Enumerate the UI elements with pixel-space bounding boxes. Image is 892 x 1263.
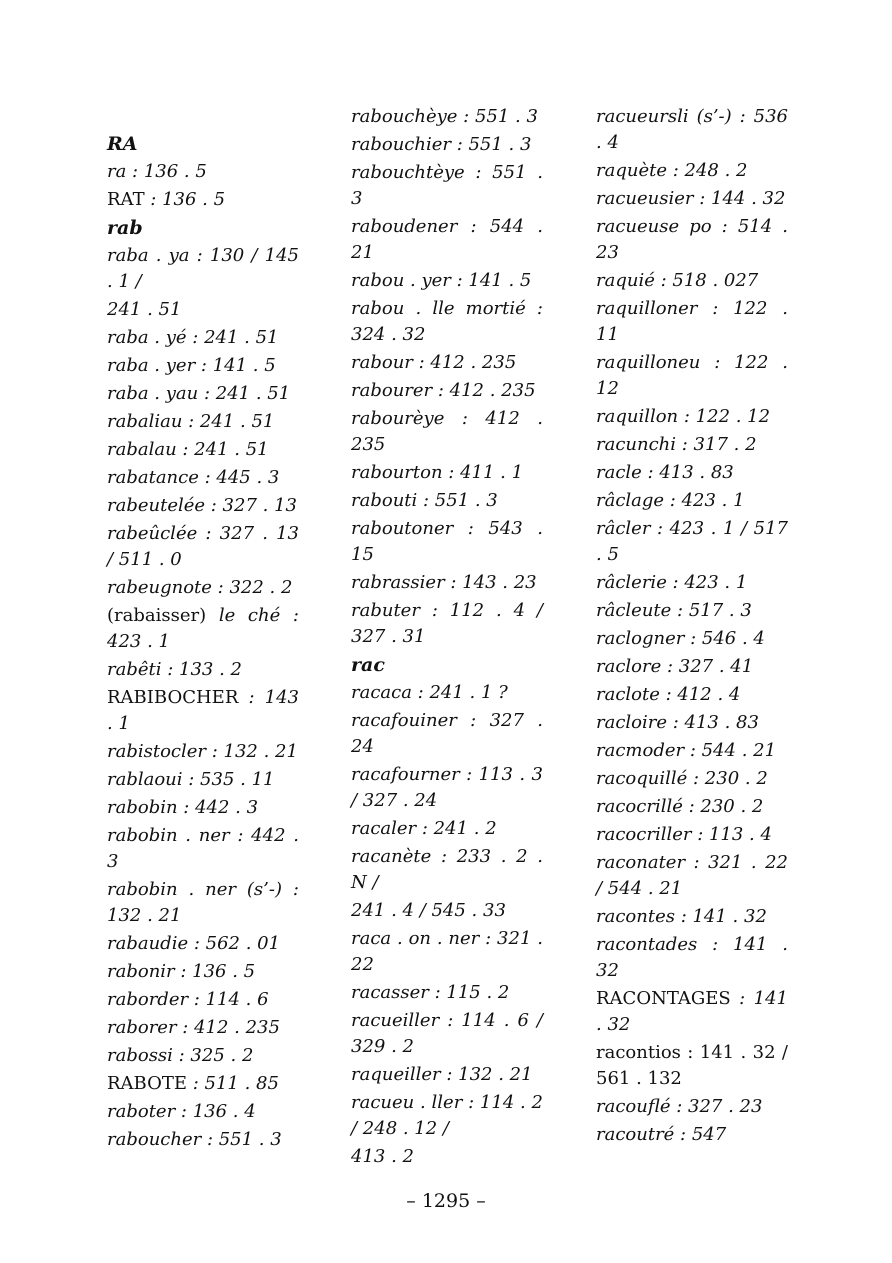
index-entry: rabouti : 551 . 3: [351, 490, 498, 511]
index-entry: racueusier : 144 . 32: [596, 188, 786, 209]
index-column-3: [596, 104, 788, 1150]
section-heading: rac: [351, 654, 385, 676]
index-entry: racasser : 115 . 2: [351, 982, 510, 1003]
index-entry: racontios : 141 . 32 / 561 . 132: [596, 1042, 788, 1089]
index-entry: rabeûclée : 327 . 13 / 511 . 0: [107, 523, 299, 570]
page-number: – 1295 –: [406, 1190, 486, 1212]
entry-headword: (rabaisser): [107, 605, 207, 626]
index-entry: rabouchtèye : 551 . 3: [351, 162, 543, 209]
entry-reference: : 143 . 1: [107, 687, 299, 734]
entry-headword: RABIBOCHER: [107, 687, 239, 708]
index-entry: racocrillé : 230 . 2: [596, 796, 764, 817]
index-entry: raba . yé : 241 . 51: [107, 327, 279, 348]
index-entry: racle : 413 . 83: [596, 462, 734, 483]
index-entry: raboutoner : 543 . 15: [351, 518, 543, 565]
index-entry: raba . ya : 130 / 145 . 1 /: [107, 245, 299, 292]
index-entry: rabou . yer : 141 . 5: [351, 270, 532, 291]
index-entry: râclage : 423 . 1: [596, 490, 745, 511]
entry-reference: : 141 . 32: [596, 988, 788, 1035]
index-entry: rabêti : 133 . 2: [107, 659, 242, 680]
index-entry: racueuse po : 514 . 23: [596, 216, 788, 263]
index-entry: rabourer : 412 . 235: [351, 380, 536, 401]
index-entry: raba . yau : 241 . 51: [107, 383, 291, 404]
index-entry: rabaliau : 241 . 51: [107, 411, 275, 432]
index-entry: racaler : 241 . 2: [351, 818, 497, 839]
index-entry: 241 . 51: [107, 299, 182, 320]
index-entry: rabour : 412 . 235: [351, 352, 517, 373]
index-entry: raclogner : 546 . 4: [596, 628, 765, 649]
index-entry: rabalau : 241 . 51: [107, 439, 269, 460]
index-entry: racoutré : 547: [596, 1124, 727, 1145]
index-entry: raconater : 321 . 22 / 544 . 21: [596, 852, 788, 899]
index-entry: raquié : 518 . 027: [596, 270, 759, 291]
index-entry: rabou . lle mortié : 324 . 32: [351, 298, 543, 345]
index-entry: [596, 986, 788, 1038]
section-heading: RA: [107, 133, 138, 155]
index-entry: rablaoui : 535 . 11: [107, 769, 275, 790]
index-entry: raqueiller : 132 . 21: [351, 1064, 533, 1085]
index-entry: racontades : 141 . 32: [596, 934, 788, 981]
index-entry: racanète : 233 . 2 . N /: [351, 846, 543, 893]
index-entry: racontes : 141 . 32: [596, 906, 767, 927]
index-entry: rabobin : 442 . 3: [107, 797, 259, 818]
index-entry: rabourèye : 412 . 235: [351, 408, 543, 455]
entry-headword: RAT: [107, 189, 145, 210]
entry-reference: : 511 . 85: [187, 1073, 279, 1094]
index-entry: 413 . 2: [351, 1146, 414, 1167]
entry-headword: RACONTAGES: [596, 988, 731, 1009]
section-heading: rab: [107, 217, 143, 239]
index-entry: ra : 136 . 5: [107, 161, 207, 182]
index-entry: râclerie : 423 . 1: [596, 572, 748, 593]
index-entry: racunchi : 317 . 2: [596, 434, 757, 455]
index-entry: raborder : 114 . 6: [107, 989, 269, 1010]
index-entry: racaca : 241 . 1 ?: [351, 682, 508, 703]
index-entry: raquète : 248 . 2: [596, 160, 748, 181]
index-entry: racueiller : 114 . 6 / 329 . 2: [351, 1010, 543, 1057]
index-entry: rabrassier : 143 . 23: [351, 572, 537, 593]
index-entry: rabonir : 136 . 5: [107, 961, 256, 982]
index-entry: rabossi : 325 . 2: [107, 1045, 254, 1066]
index-entry: raquilloneu : 122 . 12: [596, 352, 788, 399]
index-entry: racocriller : 113 . 4: [596, 824, 772, 845]
index-entry: racouflé : 327 . 23: [596, 1096, 763, 1117]
index-entry: rabatance : 445 . 3: [107, 467, 280, 488]
index-entry: rabouchier : 551 . 3: [351, 134, 532, 155]
index-entry: raclote : 412 . 4: [596, 684, 741, 705]
index-entry: rabobin . ner (s’-) : 132 . 21: [107, 879, 299, 926]
index-entry: raca . on . ner : 321 . 22: [351, 928, 543, 975]
index-entry: raboudener : 544 . 21: [351, 216, 543, 263]
index-entry: raboucher : 551 . 3: [107, 1129, 282, 1150]
index-entry: [107, 187, 299, 213]
index-entry: rabeugnote : 322 . 2: [107, 577, 293, 598]
index-entry: [107, 685, 299, 737]
index-entry: racoquillé : 230 . 2: [596, 768, 768, 789]
index-entry: racloire : 413 . 83: [596, 712, 759, 733]
index-column-2: [351, 104, 543, 1172]
index-column-1: [107, 131, 299, 1155]
index-entry: racueu . ller : 114 . 2 / 248 . 12 /: [351, 1092, 543, 1139]
index-entry: rabourton : 411 . 1: [351, 462, 524, 483]
index-entry: rabeutelée : 327 . 13: [107, 495, 297, 516]
index-entry: rabaudie : 562 . 01: [107, 933, 281, 954]
index-entry: raborer : 412 . 235: [107, 1017, 280, 1038]
index-entry: rabouchèye : 551 . 3: [351, 106, 538, 127]
entry-headword: RABOTE: [107, 1073, 188, 1094]
index-entry: raboter : 136 . 4: [107, 1101, 256, 1122]
index-entry: rabobin . ner : 442 . 3: [107, 825, 299, 872]
index-entry: raclore : 327 . 41: [596, 656, 754, 677]
index-entry: [107, 603, 299, 655]
index-entry: raquilloner : 122 . 11: [596, 298, 788, 345]
index-entry: raquillon : 122 . 12: [596, 406, 771, 427]
index-entry: rabuter : 112 . 4 / 327 . 31: [351, 600, 543, 647]
entry-reference: : 136 . 5: [144, 189, 226, 210]
index-entry: râcleute : 517 . 3: [596, 600, 752, 621]
index-entry: rabistocler : 132 . 21: [107, 741, 298, 762]
index-entry: [107, 1071, 299, 1097]
index-entry: racafourner : 113 . 3 / 327 . 24: [351, 764, 543, 811]
index-entry: racmoder : 544 . 21: [596, 740, 777, 761]
index-entry: racueursli (s’-) : 536 . 4: [596, 106, 788, 153]
index-entry: râcler : 423 . 1 / 517 . 5: [596, 518, 788, 565]
index-entry: racafouiner : 327 . 24: [351, 710, 543, 757]
index-entry: raba . yer : 141 . 5: [107, 355, 276, 376]
index-entry: 241 . 4 / 545 . 33: [351, 900, 506, 921]
entry-reference: le ché : 423 . 1: [107, 605, 299, 652]
